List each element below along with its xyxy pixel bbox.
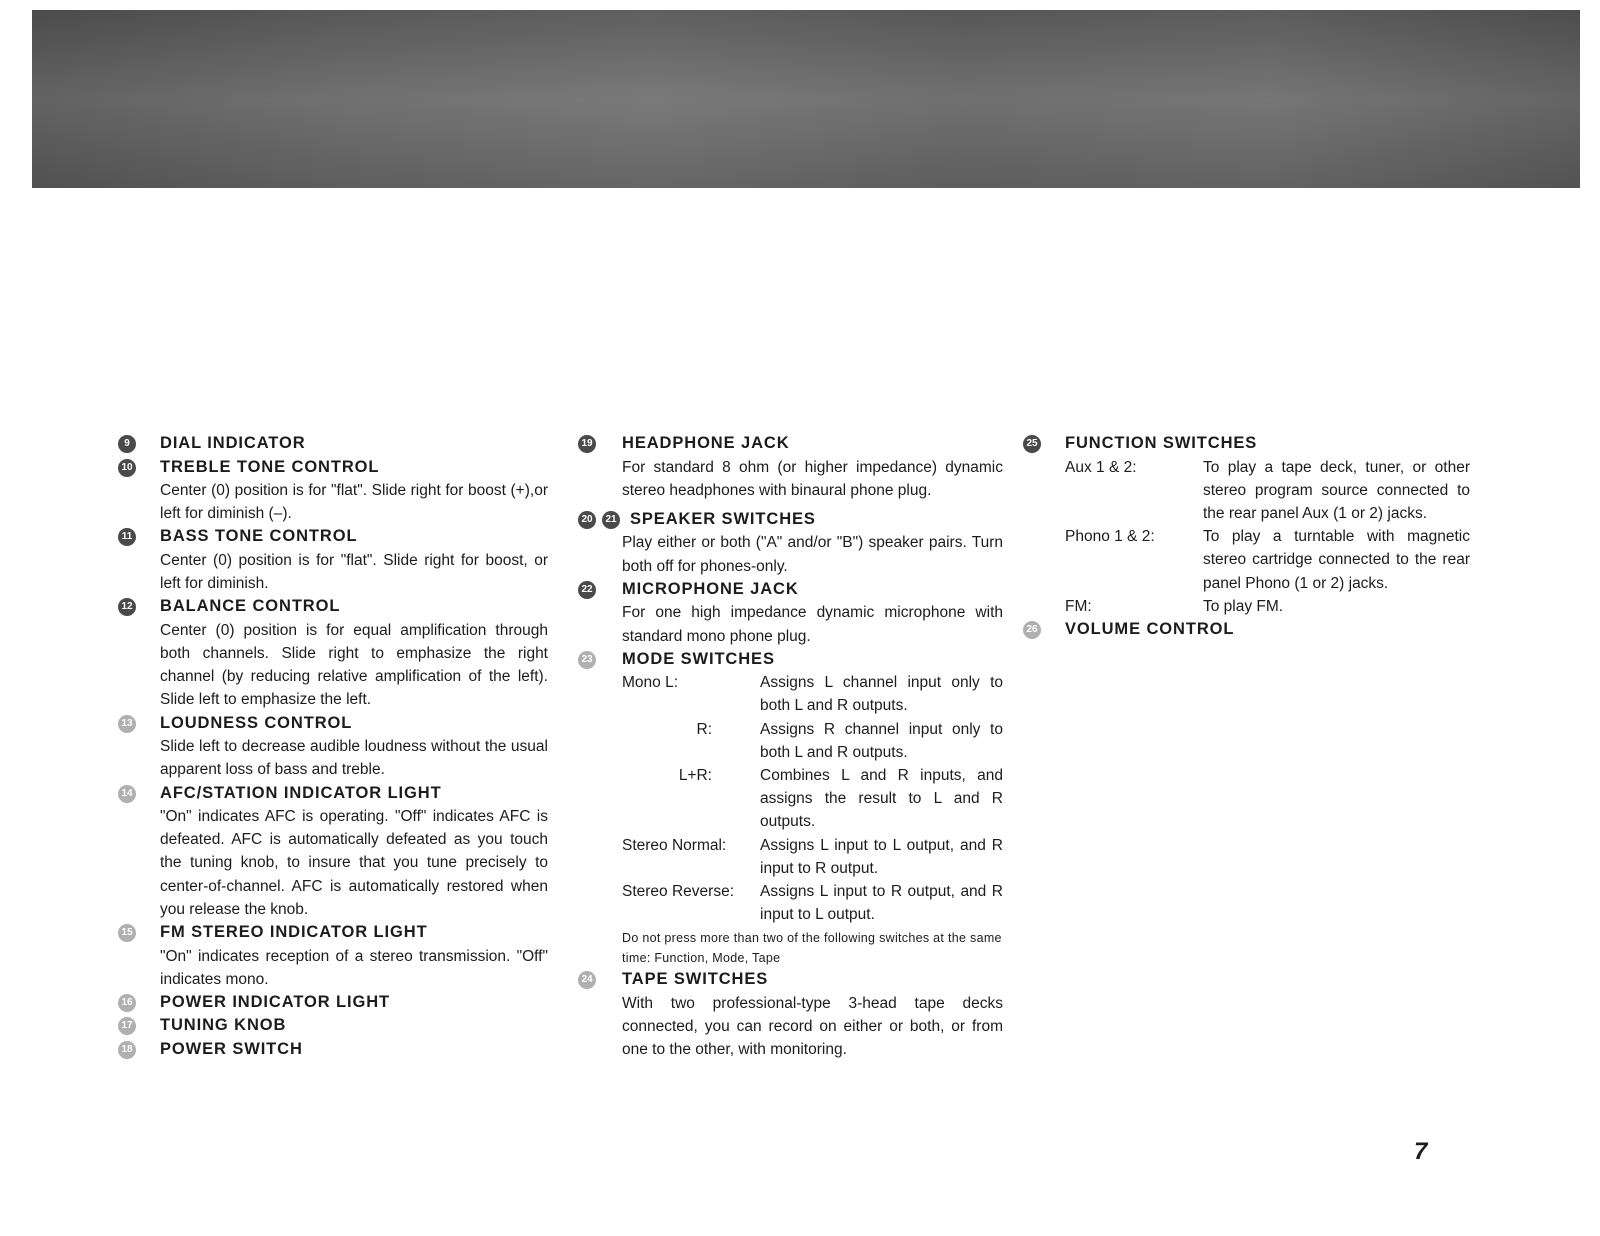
number-badge: 24 xyxy=(578,971,596,989)
item-title: TREBLE TONE CONTROL xyxy=(160,457,380,476)
definition-term: Stereo Reverse: xyxy=(622,883,734,901)
definition-list xyxy=(1046,456,1470,618)
number-badge: 21 xyxy=(602,511,620,529)
number-badge: 12 xyxy=(118,598,136,616)
item-speaker-switches xyxy=(578,508,1003,578)
item-description: Center (0) position is for equal amplification through both channels. Slide right to emphasize the right channel (by reducing relative amplification of the left). Slide left to emphasize the left. xyxy=(160,621,548,709)
item-description: "On" indicates reception of a stereo transmission. "Off" indicates mono. xyxy=(160,947,548,988)
number-badge: 17 xyxy=(118,1017,136,1035)
item-treble-tone-control xyxy=(118,456,548,526)
item-headphone-jack xyxy=(578,432,1003,502)
number-badge: 16 xyxy=(118,994,136,1012)
definition-list xyxy=(578,671,1003,926)
item-balance-control xyxy=(118,595,548,711)
item-title: POWER INDICATOR LIGHT xyxy=(160,992,391,1011)
item-description: "On" indicates AFC is operating. "Off" indicates AFC is defeated. AFC is automatically defeated as you touch the tuning knob, to insure that you tune precisely to center-of-channel. AFC is automatically restored when you release the knob. xyxy=(160,808,548,918)
definition-row xyxy=(1065,595,1470,618)
item-title: POWER SWITCH xyxy=(160,1039,303,1058)
warning-note: Do not press more than two of the following switches at the same time: Function, Mode, Tape xyxy=(622,931,1002,966)
number-badge: 22 xyxy=(578,581,596,599)
definition-term: Stereo Normal: xyxy=(622,836,727,854)
item-description: Play either or both ("A" and/or "B") speaker pairs. Turn both off for phones-only. xyxy=(622,534,1003,575)
item-loudness-control xyxy=(118,712,548,782)
item-description: Slide left to decrease audible loudness without the usual apparent loss of bass and treble. xyxy=(160,738,548,779)
item-title: BALANCE CONTROL xyxy=(160,597,341,616)
definition-term: FM: xyxy=(1065,597,1092,615)
item-afc-station-indicator-light xyxy=(118,782,548,922)
item-mode-switches xyxy=(578,648,1003,969)
item-tuning-knob xyxy=(118,1014,548,1038)
definition-term: Phono 1 & 2: xyxy=(1065,528,1155,546)
definition-desc: Combines L and R inputs, and assigns the result to L and R outputs. xyxy=(760,767,1003,831)
item-title: HEADPHONE JACK xyxy=(622,434,790,452)
definition-desc: To play a tape deck, tuner, or other stereo program source connected to the rear panel Aux (1 or 2) jacks. xyxy=(1203,458,1470,522)
item-title: DIAL INDICATOR xyxy=(160,434,306,452)
item-description: Center (0) position is for "flat". Slide right for boost, or left for diminish. xyxy=(160,551,548,593)
item-microphone-jack xyxy=(578,578,1003,648)
item-function-switches xyxy=(1026,432,1470,618)
number-badge: 25 xyxy=(1023,435,1041,453)
number-badge: 14 xyxy=(118,785,136,803)
number-badge: 19 xyxy=(578,435,596,453)
definition-desc: To play a turntable with magnetic stereo cartridge connected to the rear panel Phono (1 or 2) jacks. xyxy=(1203,528,1470,592)
definition-desc: Assigns L channel input only to both L and R outputs. xyxy=(760,674,1003,715)
definition-desc: Assigns R channel input only to both L and R outputs. xyxy=(760,720,1003,761)
number-badge: 13 xyxy=(118,715,136,733)
number-badge: 15 xyxy=(118,924,136,942)
item-bass-tone-control xyxy=(118,525,548,595)
item-dial-indicator xyxy=(118,432,548,456)
definition-row xyxy=(622,718,1003,764)
definition-desc: Assigns L input to L output, and R input to R output. xyxy=(760,836,1003,877)
definition-term: L+R: xyxy=(678,767,712,785)
number-badge: 18 xyxy=(118,1041,136,1059)
item-description: For standard 8 ohm (or higher impedance) dynamic stereo headphones with binaural phone plug. xyxy=(622,458,1003,499)
number-badge: 9 xyxy=(118,435,136,453)
definition-row xyxy=(1065,525,1470,595)
definition-term: Mono L: xyxy=(622,674,679,692)
page-number: 7 xyxy=(1414,1138,1428,1165)
item-title: FUNCTION SWITCHES xyxy=(1065,434,1258,452)
item-description: Center (0) position is for "flat". Slide right for boost (+),or left for diminish (–). xyxy=(160,482,548,523)
item-title: MODE SWITCHES xyxy=(622,649,775,668)
number-badge: 23 xyxy=(578,651,596,669)
column-left xyxy=(118,432,548,1061)
item-title: LOUDNESS CONTROL xyxy=(160,713,353,732)
item-tape-switches xyxy=(578,968,1003,1061)
number-badge: 26 xyxy=(1023,621,1041,639)
item-volume-control xyxy=(1026,618,1470,642)
item-fm-stereo-indicator-light xyxy=(118,921,548,991)
definition-row xyxy=(622,834,1003,880)
column-right xyxy=(1026,432,1470,641)
definition-row xyxy=(622,880,1003,926)
number-badge: 10 xyxy=(118,459,136,477)
item-title: SPEAKER SWITCHES xyxy=(630,509,816,528)
item-title: MICROPHONE JACK xyxy=(622,579,799,598)
item-description: With two professional-type 3-head tape decks connected, you can record on either or both, or from one to the other, with monitoring. xyxy=(622,994,1003,1059)
item-power-indicator-light xyxy=(118,991,548,1015)
column-middle xyxy=(578,432,1003,1062)
header-banner xyxy=(32,10,1580,188)
item-title: BASS TONE CONTROL xyxy=(160,527,358,546)
number-badge: 20 xyxy=(578,511,596,529)
definition-desc: To play FM. xyxy=(1203,597,1284,615)
item-title: AFC/STATION INDICATOR LIGHT xyxy=(160,783,442,802)
item-description: For one high impedance dynamic microphone with standard mono phone plug. xyxy=(622,604,1003,645)
definition-row xyxy=(622,671,1003,717)
item-title: VOLUME CONTROL xyxy=(1065,619,1235,638)
item-title: TAPE SWITCHES xyxy=(622,970,769,989)
definition-row xyxy=(622,764,1003,834)
definition-desc: Assigns L input to R output, and R input to L output. xyxy=(760,883,1003,924)
definition-term: Aux 1 & 2: xyxy=(1065,458,1137,476)
number-badge: 11 xyxy=(118,528,136,546)
item-title: FM STEREO INDICATOR LIGHT xyxy=(160,923,428,942)
item-power-switch xyxy=(118,1038,548,1062)
definition-term: R: xyxy=(696,720,712,738)
definition-row xyxy=(1065,456,1470,526)
item-title: TUNING KNOB xyxy=(160,1016,287,1035)
